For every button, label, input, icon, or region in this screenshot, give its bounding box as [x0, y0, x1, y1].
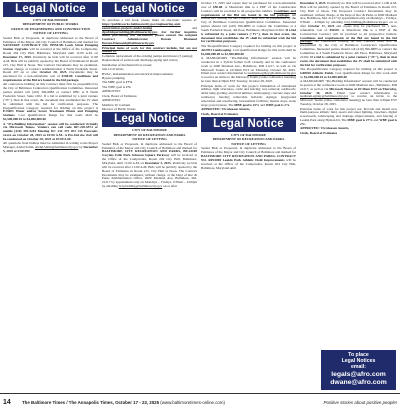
wbe-goal: The WBE goal is 2% [102, 84, 131, 89]
work-item: Bypass pumping. [102, 75, 126, 80]
notice-body: The Prequalification Category required for bidding on this project is A02703 Landscaping. Cost Qualification Range for this work shall be $2,000,000.00 to $2,500,000.00 [201, 43, 296, 56]
director-signer: Matthew W. Garbark [102, 102, 131, 107]
publication-line: The Baltimore Times / The Annapolis Times, October 17 - 23, 2025 (www.baltimoretimes-online.com) [22, 400, 225, 405]
notice-body: A MANDATORY "Pre-Bidding Information" session will be conducted in-person at the conference room at 2600 Madison Ave., Baltimore, MD 21217, as well as via Microsoft Teams at 10:30am EST on Thursday, October 30, 2025. Email your contact information to tsedinam.agbley@baltimorecity.gov to receive an invite to the Microsoft Teams (video conference meeting) no later than 4:30pm EST Tuesday, October 28, 2025. [300, 79, 397, 107]
tagline: Positive stories about positive people! [323, 400, 397, 405]
page-footer [0, 393, 400, 411]
notice-body: To purchase a bid book, please make an electronic request at: https://publicworks.baltimorecity.gov/engineering-and-construction-projects-under-letting and dpwbidspermitting@baltimorecity.gov. For further inquiries about purchasing bid documents, please contact the assigned Contract Administrator Doreen Diamond Doreen.Diamond@baltimorecity.gov [102, 18, 197, 46]
work-item: Site Civil Work; [102, 67, 124, 72]
notice-city: CITY OF BALTIMORE [132, 128, 167, 133]
notice-dept: DEPARTMENT OF PUBLIC WORKS [22, 22, 79, 27]
notice-body: December 3, 2025. Positively no bids will be received after 11:00 A.M. Bids will be publicly opened by the Board of Estimates in Room 215, City Hall at Noon. The Proposed Contract Documents may be examined, without charge, at the Dept of Rec & Parks at 2600 Madison Ave, Baltimore, Md. 21217 by appointment only on Mondays – Fridays, 9:30am – 4:00pm by emailing bcrp.bidding@baltimorecity.gov on or after October 17, 2025 and copies may be purchased for a non-refundable cost of $50.00. A Sharefront link to a PDF of the Construction Contract will be provided to all prospective bidders. Conditions and requirements of the Bid are found in the bid package. All contractors bidding on this Contract must first be prequalified by the City of Baltimore Contractors Qualification Committee. Interested parties should call (410) 396-6883 or contact the Committee at 4 South Frederick Street, 4th Floor, Baltimore, Maryland 21202. If a bid is submitted by a joint venture ("JV"), then in that event, the document that establishes the JV shall be submitted with the bid for verification purposes. [300, 2, 397, 67]
ad-line: Legal Notices [341, 358, 376, 365]
work-items-heading: Principal items of work for this contract include, but are not limited to: [102, 45, 197, 54]
approved-label: APPROVED: [102, 89, 121, 94]
ad-line: To place [348, 352, 369, 358]
director-label: Director of Public Works [102, 107, 136, 112]
notice-title: NOTICE OF LETTING [33, 31, 68, 36]
legal-notice-header: Legal Notice [201, 117, 296, 132]
notice-body: All questions from bidders must be submitted in writing to the Project Manager, Abdul Salim, Abdul.Salim@baltimorecity.gov by December 5, 2025 at 5:00 PM [3, 141, 98, 153]
notice-body: Sealed Bids or Proposals, in duplicate addressed to the Board of Estimates of the Mayor and City Council of Baltimore and marked for BALTIMORE CITY RECREATION AND PARKS, CONTRACT NO. RP22000 Leakin Park Athletic Field Improvements will be received at the Office of the Comptroller, Room 204 City Hall, Baltimore, Maryland until [201, 146, 296, 170]
legal-notice-header: Legal Notice [102, 112, 197, 127]
notice-body: Principle items of work for this project: Demolition of abandoned utilities, light structures, curbs and fencing; tree removal; earthwork; ADA ramp grading; electrical utilities; landscaping; concrete steps and walkways; fencing; removable bollards; signage; playground renovation and resurfacing, bioretention facilities; marble steps; stone steps; paved plazas. The MBE goal is 15% and WBE goal is 2%. [201, 83, 296, 107]
notice-body: A "Pre-Bidding Information" session will be conducted virtually via Microsoft Teams. Vendors can call code 667-228-6574 or mobile (410) 493-4244 Meeting ID: 234 375 203 133 Passcode: xxxxx on October 28, 2025 at 10:00 A.M.. A Pre-bid site visit will be conducted on October 28, 2025 at 10:00 A.M. [3, 121, 98, 141]
notice-dept: DEPARTMENT OF RECREATION AND PARKS [212, 137, 285, 142]
approved-label: APPROVED: [102, 98, 121, 103]
legal-notice-header: Legal Notice [3, 2, 98, 17]
clerk-label: Clerk, Board of Estimates [300, 130, 338, 135]
column-4 [300, 2, 397, 348]
notice-body: Sealed Bids or Proposals, in duplicate addressed to the Board of Estimates of the Mayor and City Council of Baltimore and marked for SANITARY CONTRACT NO. 995M-Mt Louis Street Pumping Station Upgrades will be received at the Office of the Comptroller, Room 204 City Hall, Baltimore, Maryland until 11:00 A.M. on December 17, 2025. Positively no bids will be received after 11:00 A.M. Bids will be publicly opened by the Board of Estimates in Room 215, City Hall at Noon. The Contract Documents may be examined, without charge, at Contract Administration 4 North Frederick Street, Room 207 on or after October 20, 2025. Documents may be purchased for a non-refundable cost of $100.00. Conditions and requirements of the Bid are found in the bid package. [3, 35, 98, 83]
notice-dept: DEPARTMENT OF RECREATION AND PARKS [113, 132, 186, 137]
column-3 [201, 2, 296, 390]
clerk-label: Clerk, Board of Estimates [102, 93, 137, 98]
notice-body: All contractors bidding on this Contract must first be prequalified by the City of Baltimore Contractors Qualification Committee. Interested parties should call (410) 396-6883 or contact OBC at 8 North Frederick Street, Suite 1002. If a bid is submitted by a joint venture ("JV"), then in that event, the document that established the JV shall be submitted with the bid for verification purposes. The Prequalification Category required for bidding on this project is E13003 Water and/or Sewer Treatment Plants and Pumping Stations. Cost Qualification Range for this work shall be $2,500,000.01 to $4,000,000.00 [3, 82, 98, 122]
clerk-label: Clerk, Board of Estimates [201, 111, 239, 116]
column-2 [102, 2, 197, 390]
ad-line: email: [351, 364, 366, 371]
notice-title: NOTICE OF LETTING [132, 137, 167, 142]
notice-city: CITY OF BALTIMORE [231, 133, 266, 138]
notice-city: CITY OF BALTIMORE [33, 18, 68, 22]
work-item: HVAC, instrumentation and electrical improvements; [102, 71, 174, 76]
legal-notice-header: Legal Notice [102, 2, 197, 17]
notice-body: A MANDATORY "Pre-Bidding Information" session will be conducted in a hybrid format both virtually and in the conference room at 2600 Madison Ave., Baltimore, MD 21217, as well as via Microsoft Teams at 10:30am EST on Thursday, October 30, 2025. Email your contact information to tsedinam.agbley@baltimorecity.gov to receive an invite to the Microsoft Teams (video conference meeting) no later than 4:30pm EST Tuesday, October 28, 2025. [201, 56, 296, 84]
work-item: Installation of mechanical bar screen; [102, 62, 153, 67]
work-item: Replacement of suction and discharge piping and valves; [102, 58, 179, 63]
column-1 [3, 2, 98, 390]
work-item: Complete replacement of the existing pumps and motors (3 pumps); [102, 53, 194, 58]
notice-body: Principle items of work for this project are: Provide and install new multi-purpose athletic field, sports and street lighting, bleachers, digital scoreboards, landscaping and drainage improvements, and fencing at Leakin Park along Hyman Dr. The MBE goal is 27% and WBE goal is 2%. [300, 106, 397, 126]
notice-body: Sealed Bids or Proposals, in duplicate addressed to the Board of Estimates of the Mayor and City Council of Baltimore and marked for BALTIMORE CITY RECREATION AND PARKS, BP-24108 Gwynns Falls Park Johnson Square Parkway will be received at the Office of the Comptroller, Room 204 City Hall, Baltimore, Maryland, until 11:00 A.M. on December 3, 2025. Positively no bids will be received after 11:00 A.M. Bids will be publicly opened by the Board of Estimates in Room 215, City Hall at Noon. The Contract Documents may be examined, without charge, at the Dept of Rec & Parks Administration Office, 2600 Madison Ave, Baltimore, Md. 21217 by appointment only on Mondays – Fridays, 9:30am – 4:00pm by emailing bcrp.bidding@baltimorecity.gov on or after [102, 141, 197, 189]
mbe-goal: The MBE goal is 17% [102, 80, 133, 85]
notice-office: OFFICE OF ENGINEERING AND CONSTRUCTION [10, 26, 91, 31]
place-legal-notices-ad [321, 350, 396, 390]
notice-body: The Prequalification Category required for bidding on this project is G08010 Athletic Fields. Cost Qualification Range for this work shall be $2,000,000.01 to $3,000,000.00 [300, 66, 397, 79]
notice-title: NOTICE OF LETTING [231, 141, 266, 146]
ad-email-dwane[interactable]: dwane@afro.com [330, 378, 387, 386]
approved-label: APPROVED: VA Gleason Amaris, [201, 107, 251, 112]
ad-email-afro-legals[interactable]: legals@afro.com [331, 370, 386, 378]
notice-body: October 17, 2025 and copies may be purchased for a non-refundable cost of $50.00. A Sharefront link to a PDF of the Construction Contract will be provided to all prospective bidders. Conditions and requirements of the Bid are found in the bid package. All contractors bidding on this Contract must first be prequalified by the City of Baltimore Contractors Qualification Committee. Interested parties should call (410) 396-6883 or contact the Committee at 4 South Frederick Street, 4th floor, Baltimore, Maryland 21202. If a bid is submitted by a joint venture ("JV"), then in that event, the document that establishes the JV shall be submitted with the bid for verification purposes. [201, 2, 296, 44]
approved-label: APPROVED: VA Gleason Amaris, [300, 126, 350, 131]
page-number: 14 [3, 399, 11, 406]
